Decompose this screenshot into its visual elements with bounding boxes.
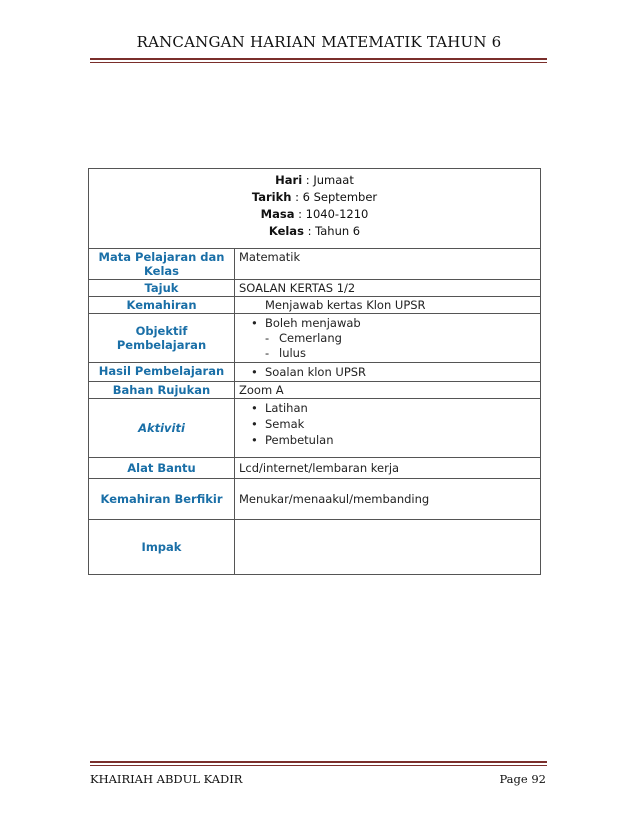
row-value-mata-pelajaran: Matematik: [235, 249, 541, 280]
objektif-bullet: • Boleh menjawab: [265, 315, 536, 331]
row-label-bahan: Bahan Rujukan: [89, 382, 235, 399]
table-row: [89, 297, 541, 314]
table-row: [89, 382, 541, 399]
row-label-hasil: Hasil Pembelajaran: [89, 363, 235, 382]
objektif-sub-item: - lulus: [265, 346, 306, 360]
row-value-tajuk: SOALAN KERTAS 1/2: [235, 280, 541, 297]
table-row: [89, 458, 541, 479]
header-divider-thin: [90, 62, 547, 63]
row-label-alat: Alat Bantu: [89, 458, 235, 479]
row-label-objektif: Objektif Pembelajaran: [89, 314, 235, 363]
info-cell: [89, 169, 541, 249]
aktiviti-item: • Semak: [265, 416, 536, 432]
hasil-bullet: • Soalan klon UPSR: [265, 364, 536, 380]
header-divider: [90, 58, 547, 60]
table-row: [89, 314, 541, 363]
row-value-impak: [235, 520, 541, 575]
row-value-alat: Lcd/internet/lembaran kerja: [235, 458, 541, 479]
info-row: [89, 169, 541, 249]
footer-divider: [90, 761, 547, 763]
row-value-berfikir: Menukar/menaakul/membanding: [235, 479, 541, 520]
row-value-hasil: [235, 363, 541, 382]
info-masa: Masa : 1040-1210: [260, 207, 369, 221]
footer-page-number: Page 92: [499, 772, 546, 786]
table-row: [89, 363, 541, 382]
table-row: [89, 520, 541, 575]
lesson-plan-table: [88, 168, 541, 575]
row-label-tajuk: Tajuk: [89, 280, 235, 297]
aktiviti-item: • Latihan: [265, 400, 536, 416]
row-label-impak: Impak: [89, 520, 235, 575]
table-row: [89, 280, 541, 297]
row-label-kemahiran: Kemahiran: [89, 297, 235, 314]
objektif-sub-item: - Cemerlang: [265, 331, 342, 345]
row-value-kemahiran: Menjawab kertas Klon UPSR: [235, 297, 541, 314]
table-row: [89, 479, 541, 520]
table-row: [89, 249, 541, 280]
table-row: [89, 399, 541, 458]
row-label-berfikir: Kemahiran Berfikir: [89, 479, 235, 520]
row-label-mata-pelajaran: Mata Pelajaran dan Kelas: [89, 249, 235, 280]
info-tarikh: Tarikh : 6 September: [251, 190, 378, 204]
info-hari: Hari : Jumaat: [275, 173, 354, 187]
row-value-objektif: [235, 314, 541, 363]
row-value-aktiviti: [235, 399, 541, 458]
info-kelas: Kelas : Tahun 6: [268, 224, 361, 238]
row-value-bahan: Zoom A: [235, 382, 541, 399]
page-title: RANCANGAN HARIAN MATEMATIK TAHUN 6: [136, 33, 502, 51]
footer-divider-thin: [90, 765, 547, 766]
row-label-aktiviti: Aktiviti: [89, 399, 235, 458]
footer-author: KHAIRIAH ABDUL KADIR: [90, 772, 243, 786]
aktiviti-item: • Pembetulan: [265, 432, 536, 448]
